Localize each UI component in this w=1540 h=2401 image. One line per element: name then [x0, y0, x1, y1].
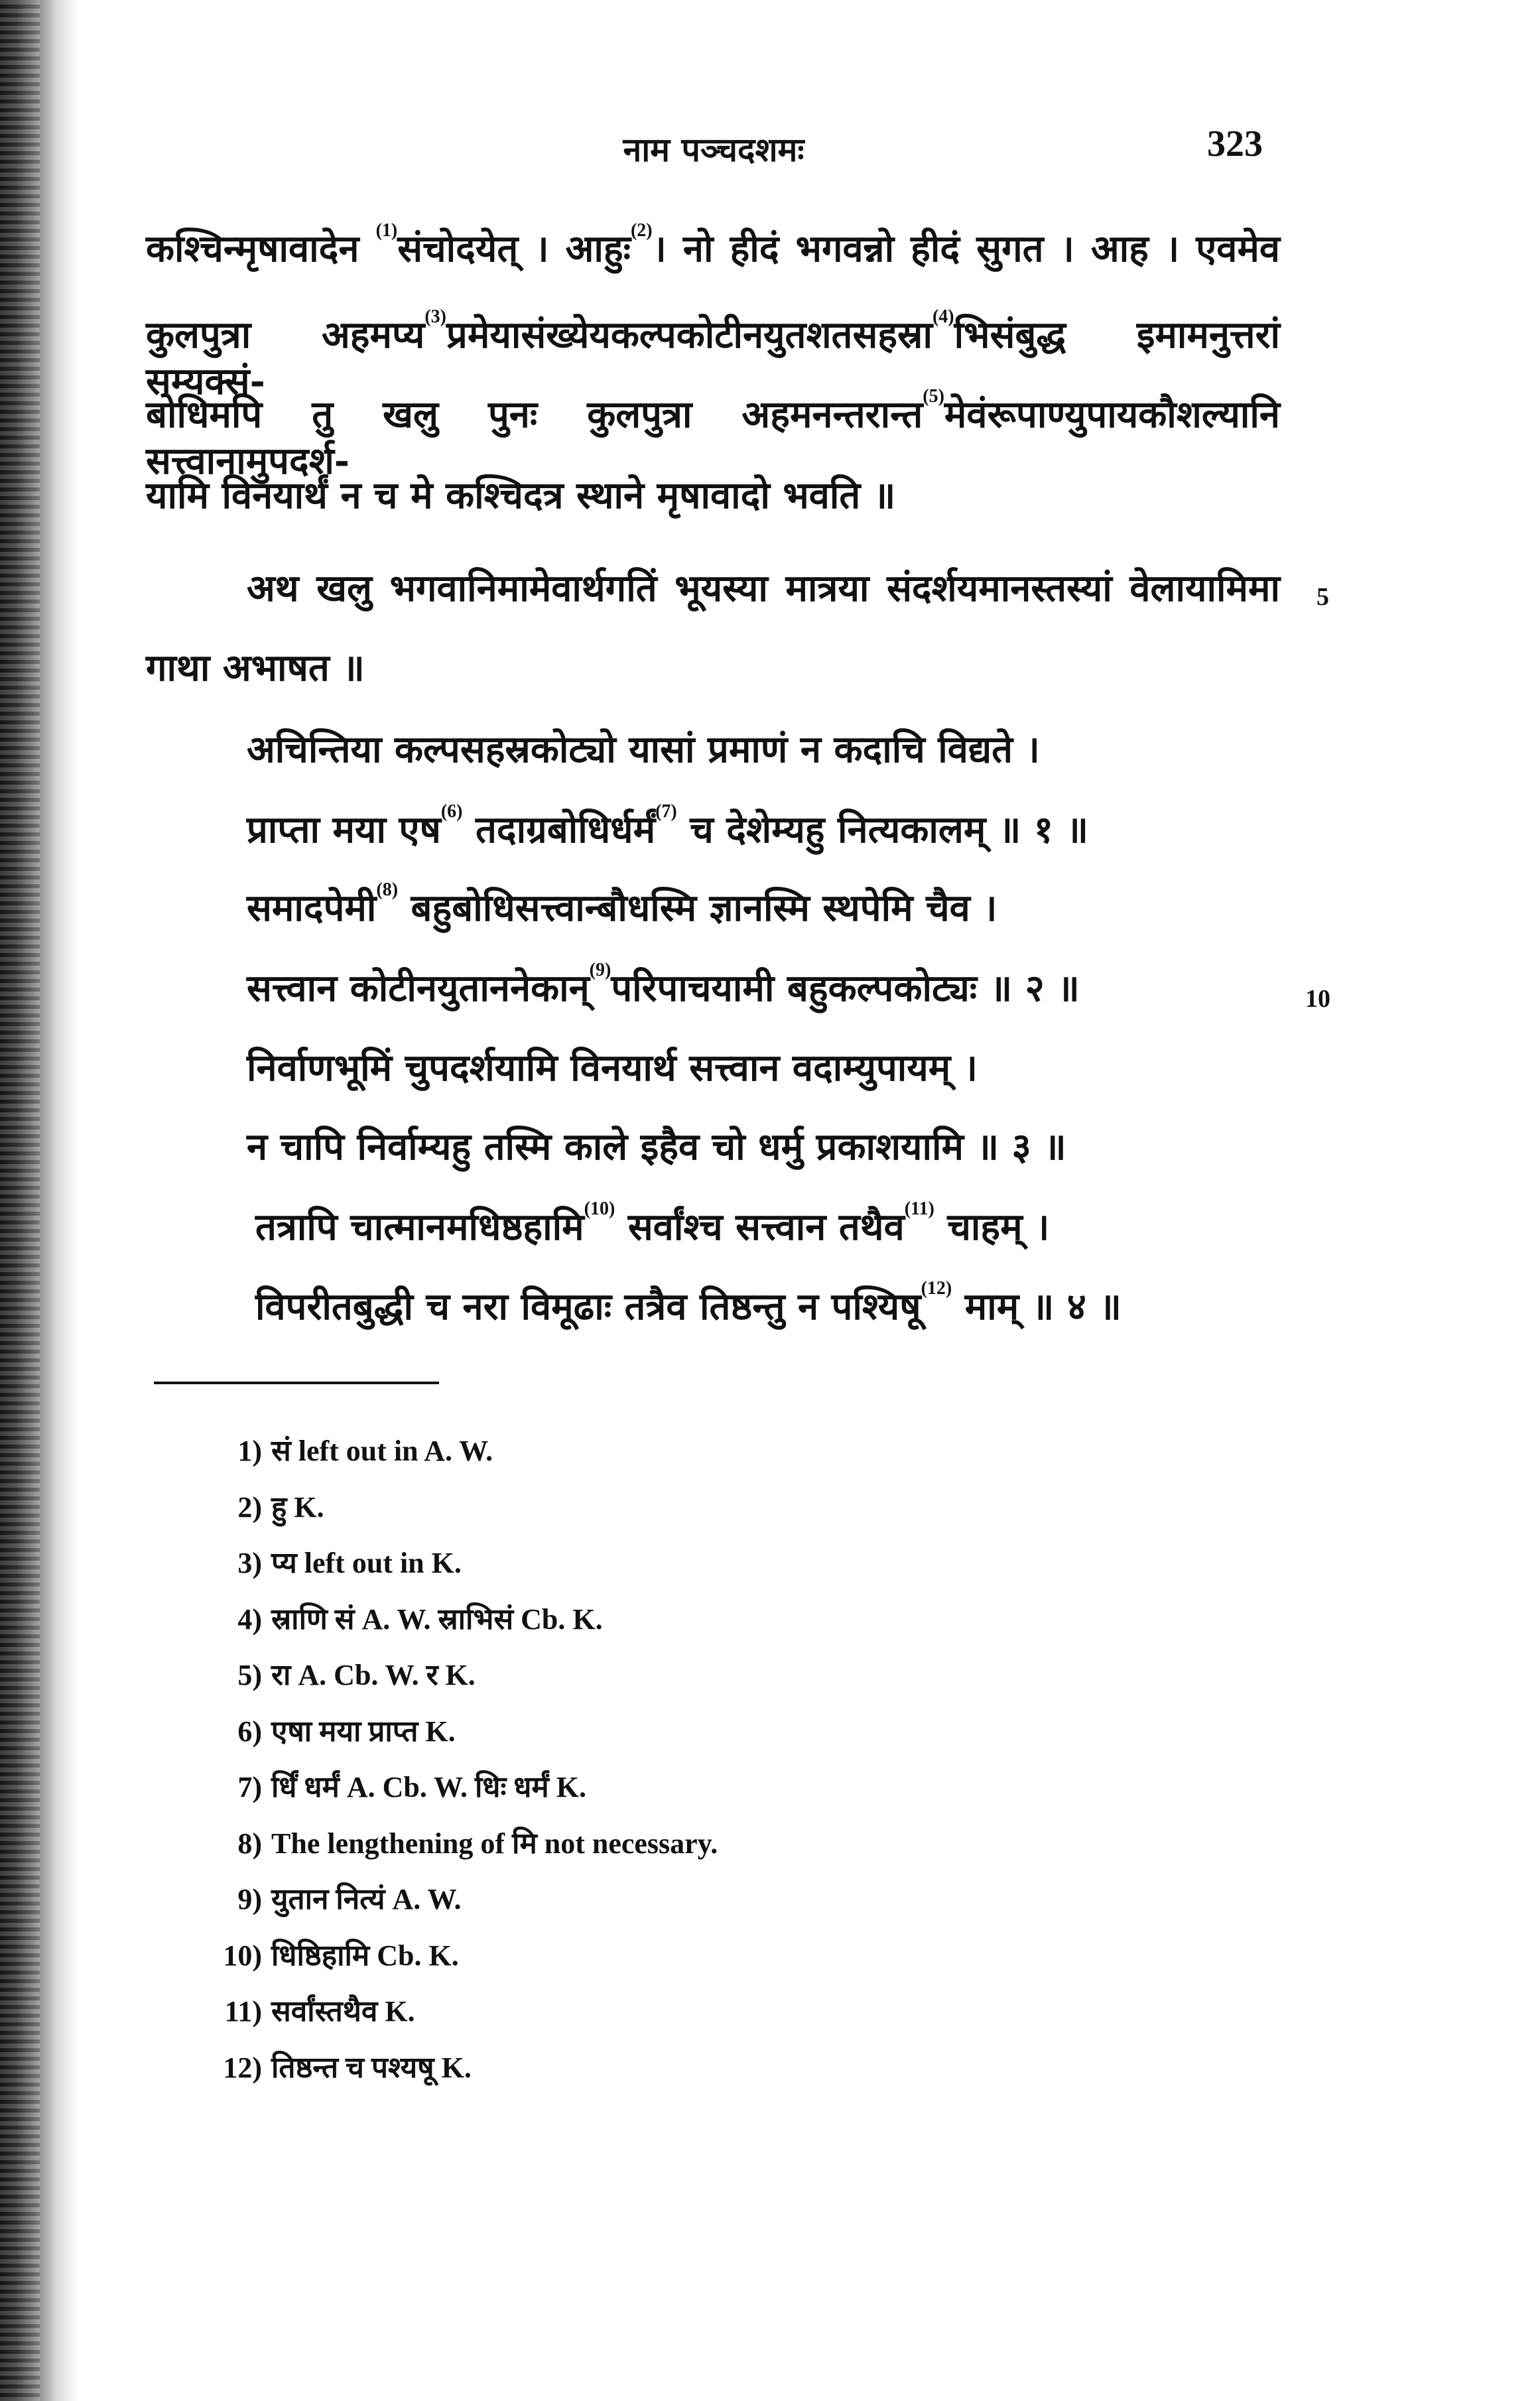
- footnote-marker: (4): [932, 306, 954, 327]
- verse-line: [247, 801, 1088, 853]
- footnote-text: तिष्ठन्त च पश्यषू K.: [271, 2051, 472, 2084]
- text-segment: संचोदयेत् । आहुः: [397, 227, 631, 271]
- footnote-number: 5): [237, 1659, 262, 1691]
- footnote-number: 7): [237, 1771, 262, 1803]
- footnote: [199, 1822, 718, 1862]
- text-segment: निर्वाणभूमिं चुपदर्शयामि विनयार्थ सत्त्वान वदाम्युपायम् ।: [247, 1046, 978, 1090]
- footnote: [199, 2046, 472, 2086]
- footnote-text: रा A. Cb. W. र K.: [271, 1659, 476, 1691]
- footnote: [199, 1766, 586, 1805]
- footnote-number: 4): [237, 1602, 262, 1636]
- prose-line: [247, 565, 1280, 612]
- text-segment: मेवंरूपाण्युपायकौशल्यानि सत्त्वानामुपदर्श-: [146, 393, 1280, 483]
- footnote-marker: (7): [655, 801, 677, 822]
- text-segment: कुलपुत्रा अहमप्य: [146, 313, 425, 357]
- footnote: [199, 1990, 415, 2030]
- running-header: [0, 126, 1540, 171]
- footnote: [199, 1878, 461, 1917]
- footnote-number: 1): [237, 1435, 262, 1467]
- footnote-text: The lengthening of मि not necessary.: [271, 1827, 718, 1860]
- footnote-marker: (8): [376, 879, 399, 900]
- text-segment: चाहम् ।: [934, 1205, 1050, 1249]
- footnote-number: 10): [223, 1939, 262, 1972]
- text-segment: कश्चिन्मृषावादेन: [146, 227, 376, 271]
- footnote-number: 11): [224, 1995, 262, 2028]
- text-segment: गाथा अभाषत ॥: [146, 646, 365, 690]
- footnote-text: युतान नित्यं A. W.: [271, 1883, 462, 1915]
- text-segment: सर्वांश्च सत्त्वान तथैव: [615, 1205, 905, 1249]
- footnote-text: धिष्ठिहामि Cb. K.: [271, 1939, 459, 1972]
- footnote-text: प्य left out in K.: [271, 1547, 462, 1579]
- text-segment: तत्रापि चात्मानमधिष्ठहामि: [255, 1205, 584, 1249]
- footnote-text: सर्वांस्तथैव K.: [271, 1995, 415, 2028]
- verse-line: [247, 1124, 1066, 1170]
- text-segment: । नो हीदं भगवन्नो हीदं सुगत । आह । एवमेव: [652, 227, 1280, 271]
- text-segment: सत्त्वान कोटीनयुताननेकान्: [247, 966, 590, 1010]
- footnote-marker: (1): [375, 220, 398, 241]
- text-segment: अथ खलु भगवानिमामेवार्थगतिं भूयस्या मात्रया संदर्शयमानस्तस्यां वेलायामिमा: [247, 566, 1280, 610]
- chapter-title: नाम पञ्चदशमः: [623, 130, 804, 169]
- footnote-number: 9): [237, 1883, 262, 1915]
- verse-line: [255, 1278, 1122, 1330]
- text-segment: यामि विनयार्थं न च मे कश्चिदत्र स्थाने मृषावादो भवति ॥: [146, 474, 896, 517]
- text-segment: प्रमेयासंख्येयकल्पकोटीनयुतशतसहस्रा: [446, 313, 932, 357]
- page-number: 323: [1207, 123, 1263, 164]
- text-segment: अचिन्तिया कल्पसहस्रकोट्यो यासां प्रमाणं न कदाचि विद्यते ।: [247, 728, 1040, 771]
- prose-line: [146, 220, 1280, 272]
- text-segment: च देशेम्यहु नित्यकालम् ॥ १ ॥: [676, 808, 1088, 852]
- footnote-marker: (10): [584, 1199, 615, 1219]
- prose-line: [146, 472, 895, 519]
- footnote: [199, 1429, 493, 1469]
- verse-line: [247, 960, 1080, 1011]
- footnote-marker: (5): [923, 386, 944, 407]
- text-segment: परिपाचयामी बहुकल्पकोट्यः ॥ २ ॥: [611, 966, 1080, 1010]
- line-number-5: 5: [1316, 583, 1329, 611]
- footnote-marker: (2): [630, 220, 653, 241]
- footnote: [199, 1541, 462, 1581]
- text-segment: भिसंबुद्ध इमामनुत्तरां सम्यक्सं-: [146, 313, 1281, 403]
- footnote: [199, 1598, 603, 1638]
- footnote-number: 6): [237, 1715, 262, 1748]
- footnote-divider: [154, 1382, 439, 1384]
- text-segment: विपरीतबुद्धी च नरा विमूढाः तत्रैव तिष्ठन्तु न पश्यिषू: [255, 1285, 921, 1329]
- footnote-number: 3): [237, 1547, 262, 1579]
- footnote-marker: (3): [424, 306, 446, 327]
- text-segment: तदाग्रबोधिर्धर्मं: [462, 808, 656, 852]
- book-binding-edge: [0, 0, 40, 2401]
- footnote: [199, 1710, 456, 1750]
- text-segment: बहुबोधिसत्त्वान्बौधस्मि ज्ञानस्मि स्थपेमि चैव ।: [398, 886, 997, 930]
- text-segment: न चापि निर्वाम्यहु तस्मि काले इहैव चो धर्मु प्रकाशयामि ॥ ३ ॥: [247, 1125, 1066, 1169]
- prose-line: [146, 645, 365, 691]
- verse-line: [247, 1045, 978, 1091]
- footnote: [199, 1934, 459, 1974]
- footnote-number: 8): [237, 1827, 262, 1860]
- footnote-text: हु K.: [271, 1490, 324, 1524]
- footnote-text: एषा मया प्राप्त K.: [271, 1715, 456, 1748]
- footnote-text: सं left out in A. W.: [271, 1435, 493, 1467]
- text-segment: बोधिमपि तु खलु पुनः कुलपुत्रा अहमनन्तरान्त: [146, 393, 923, 436]
- footnote: [199, 1654, 476, 1693]
- text-segment: माम् ॥ ४ ॥: [952, 1285, 1122, 1329]
- verse-line: [255, 1199, 1050, 1250]
- footnote-marker: (12): [921, 1278, 952, 1299]
- footnote-marker: (11): [904, 1199, 934, 1219]
- footnote-text: र्धिं धर्मं A. Cb. W. धिः धर्मं K.: [271, 1771, 586, 1803]
- footnote-marker: (6): [440, 801, 463, 822]
- verse-line: [247, 726, 1040, 773]
- footnote-marker: (9): [589, 960, 611, 980]
- text-segment: प्राप्ता मया एष: [247, 808, 441, 852]
- footnote-text: स्राणि सं A. W. स्राभिसं Cb. K.: [271, 1602, 603, 1636]
- footnote: [199, 1486, 324, 1525]
- text-segment: समादपेमी: [247, 886, 377, 930]
- line-number-10: 10: [1305, 985, 1330, 1013]
- footnote-number: 2): [237, 1490, 262, 1524]
- verse-line: [247, 879, 997, 931]
- prose-line: [146, 306, 1281, 405]
- footnote-number: 12): [223, 2051, 262, 2084]
- prose-line: [146, 386, 1280, 484]
